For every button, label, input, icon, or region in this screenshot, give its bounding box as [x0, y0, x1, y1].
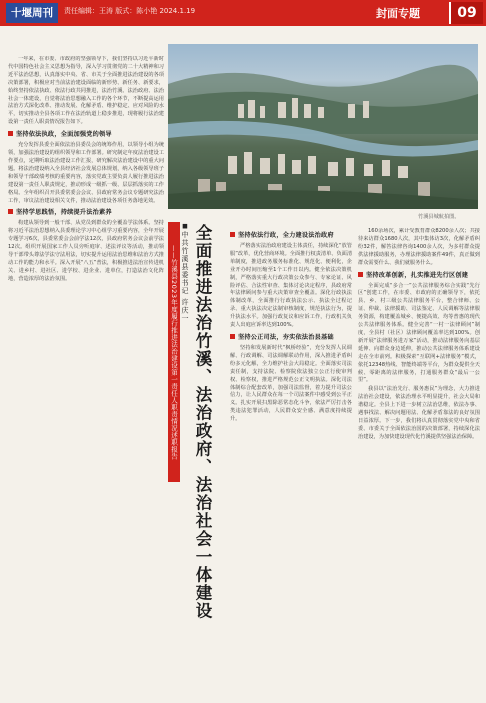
- page-header: [0, 0, 486, 26]
- body-paragraph: 坚持和发展新时代“枫桥经验”，充分发挥人民调解、行政调解、司法调解联动作用，深入推进矛盾纠纷多元化解，全力维护社会大局稳定。全面落实司法责任制，支持法院、检察院依法独立公正行使审判权、检察权，推进严格规范公正文明执法。深化司法体制综合配套改革，加强司法监督，着力提升司法公信力，让人民群众在每一个司法案件中感受到公平正义。扎实开展扫黑除恶常态化斗争，依法严厉打击各类违法犯罪活动，人民群众安全感、满意度持续提升。: [230, 344, 352, 423]
- body-paragraph: 构建从领导到一般干部、从党员到群众的全覆盖学法体系。坚持将习近平法治思想纳入县委理论学习中心组学习重要内容，全年开展专题学习6次，县委常委会会前学法12次，县政府常务会议会前学法12次。组织开展国家工作人员旁听庭审、述法评议等活动，推动领导干部带头尊法学法守法用法，切实提升运用法治思维和法治方式推动工作的能力和水平。深入开展“八五”普法，积极推进法治宣传进机关、进乡村、进社区、进学校、进企业、进单位，打造法治文化阵地，营造浓厚的法治氛围。: [8, 220, 164, 282]
- body-paragraph: 全面完成“多合一”公共法律服务综合实践“先行区”创建工作，在市委、市政府的正确领导下，依托县、乡、村三级公共法律服务平台，整合律师、公证、仲裁、法律援助、司法鉴定、人民调解等法律服务资源，构建覆盖城乡、便捷高效、均等普惠的现代公共法律服务体系。健全完善“一村一法律顾问”制度，全县村（社区）法律顾问覆盖率达到100%。创新开展“法律服务进万家”活动，推动法律服务向基层延伸、向群众身边延伸，推动公共法律服务体系建设走在全市前列。积极探索“互联网+法律服务”模式，依托12348热线、智能终端等平台，为群众提供全天候、零距离的法律服务，打通服务群众“最后一公里”。: [358, 282, 480, 384]
- section-heading: 坚持依法行政，全力建设法治政府: [230, 231, 352, 241]
- square-bullet-icon: [358, 272, 363, 277]
- square-bullet-icon: [8, 209, 13, 214]
- article-column-2: [230, 228, 352, 698]
- section-heading: 坚持改革创新，扎实推进先行区创建: [358, 271, 480, 281]
- body-paragraph: 我县以“法治先行、服务惠民”为理念，大力推进法治社会建设，依法治理水平明显提升，社会大局和谐稳定。全县上下进一步树立法治思维，依法办事、遇事找法、解决问题用法、化解矛盾靠法的良好氛围日益浓厚。下一步，我们将认真贯彻落实党中央和省委、市委关于全面依法治国的决策部署，持续深化法治建设，为加快建设现代化竹溪提供坚强法治保障。: [358, 386, 480, 440]
- section-heading: 坚持学思践悟，持续提升法治素养: [8, 208, 164, 218]
- body-paragraph: 严格落实法治政府建设主体责任，持续深化“放管服”改革，优化营商环境。全面推行权责清单、负面清单制度，推进政务服务标准化、规范化、便利化，企业开办时间压缩至1个工作日以内。健全依法决策机制，严格落实重大行政决策公众参与、专家论证、风险评估、合法性审查、集体讨论决定程序，县政府常年法律顾问参与重大决策审查全覆盖。深化行政执法体制改革，全面推行行政执法公示、执法全过程记录、重大执法决定法制审核制度，规范执法行为，提升执法水平。加强行政复议和应诉工作，行政机关负责人出庭应诉率达到100%。: [230, 243, 352, 329]
- photo-caption: 竹溪县城航拍图。: [418, 214, 460, 220]
- section-heading: 坚持公正司法，夯实依法治县基础: [230, 333, 352, 343]
- body-paragraph: 充分发挥县委全面依法治县委员会的统筹作用，以领导小组为统领，加强法治建设的组织领导和工作部署。研究制定年度法治建设工作要点，定期听取法治建设工作汇报，研究解决法治建设中的重大问题。将法治建设纳入全县经济社会发展总体规划，纳入各级领导班子和领导干部政绩考核的重要内容，落实党政主要负责人履行推进法治建设第一责任人职责规定，推动形成一级抓一级、层层抓落实的工作格局。全年组织召开县委常委会会议、县政府常务会议专题研究法治工作，审议法治建设相关文件，推动法治建设各项任务落地见效。: [8, 142, 164, 204]
- page-number: 09: [449, 2, 483, 24]
- author-line: ◼中共竹溪县委书记 许庆一: [181, 222, 189, 323]
- headline: 全面推进法治竹溪、法治政府、法治社会一体建设: [193, 224, 212, 620]
- brand-logo: 十堰周刊: [6, 3, 58, 23]
- article-column-1: [8, 56, 164, 700]
- section-title: 封面专题: [376, 7, 420, 20]
- aerial-city-illustration: [168, 44, 478, 209]
- square-bullet-icon: [230, 334, 235, 339]
- article-column-3: [358, 228, 480, 698]
- square-bullet-icon: [8, 131, 13, 136]
- square-bullet-icon: [230, 232, 235, 237]
- section-heading: 坚持依法执政，全面加强党的领导: [8, 130, 164, 140]
- subtitle-banner: ——竹溪县2023年度履行推进法治建设第一责任人职责情况述职报告: [168, 222, 180, 482]
- intro-paragraph: 一年来，在市委、市政府的坚强领导下，我们坚持以习近平新时代中国特色社会主义思想为指导，深入学习贯彻党的二十大精神和习近平法治思想，认真落实中央、省、市关于全面推进法治建设的各项决策部署，积极应对当前法治建设面临的新形势、新任务、新要求，始终坚持依法执政、依法行政共同推进，法治竹溪、法治政府、法治社会一体建设，自觉将法治思想融入工作的各个环节，不断提高运用法治方式深化改革、推动发展、化解矛盾、维护稳定、应对风险的水平，切实推动全县各项工作在法治轨道上稳步推进，现将履行法治建设第一责任人职责情况报告如下。: [8, 56, 164, 126]
- city-aerial-photo: [168, 44, 478, 209]
- editor-meta: 责任编辑：王涛 版式：陈小艳 2024.1.19: [64, 7, 196, 15]
- body-paragraph: 160余场次，累计受教育群众8200余人次；共接待来访群众1680人次，其中集体访3次，化解矛盾纠纷32件，解答法律咨询1400余人次，为多村群众提供法律援助服务，办理法律援助案件49件，真正做到群众需要什么、我们就服务什么。: [358, 228, 480, 266]
